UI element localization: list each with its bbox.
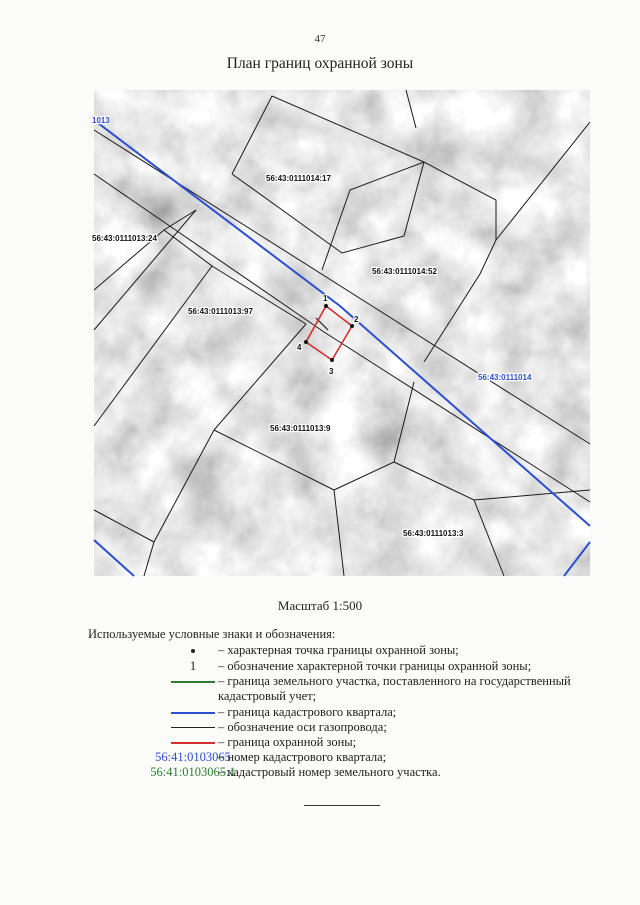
cadastral-map [94,90,590,576]
point-1-dot [324,304,328,308]
point-4-dot [304,340,308,344]
parcel-label-14-17: 56:43:0111014:17 [266,174,331,183]
legend-symbol-label: 56:41:0103065:1 [150,765,236,779]
legend-text: – граница кадастрового квартала; [218,705,397,719]
page-number: 47 [314,33,326,45]
legend-text: – обозначение оси газопровода; [218,720,387,734]
dot-icon [191,649,195,653]
point-4-label: 4 [297,343,302,352]
legend-symbol-label: 56:41:0103065 [155,750,231,764]
legend-text: – характерная точка границы охранной зоны; [218,643,459,657]
map-canvas [94,90,590,576]
page-title: План границ охранной зоны [226,55,414,72]
blue-line-icon [171,712,215,714]
parcel-label-13-97: 56:43:0111013:97 [188,307,253,316]
parcel-label-13-24: 56:43:0111013:24 [92,234,157,243]
green-line-icon [171,681,215,683]
point-3-label: 3 [329,367,334,376]
black-line-icon [171,727,215,728]
legend-heading: Используемые условные знаки и обозначения: [88,627,336,641]
legend-symbol-label: 1 [189,659,197,673]
legend-text: – кадастровый номер земельного участка. [218,765,441,779]
legend-text: – обозначение характерной точки границы охранной зоны; [218,659,532,673]
parcel-label-13-9: 56:43:0111013:9 [270,424,331,433]
point-1-label: 1 [323,294,328,303]
parcel-label-14-52: 56:43:0111014:52 [372,267,437,276]
legend-text: – граница земельного участка, поставленного на государственный кадастровый учет; [218,674,571,703]
legend-text: – граница охранной зоны; [218,735,357,749]
aerial-photo-texture [94,90,590,576]
point-2-dot [350,324,354,328]
point-3-dot [330,358,334,362]
map-scale: Масштаб 1:500 [277,598,363,613]
red-line-icon [171,742,215,744]
legend-text: – номер кадастрового квартала; [218,750,387,764]
parcel-label-13-3: 56:43:0111013:3 [403,529,464,538]
point-2-label: 2 [354,315,359,324]
signature-line [304,805,380,806]
quarter-label-0111014: 56:43:0111014 [478,373,532,382]
quarter-label-1013: 1013 [92,116,110,125]
